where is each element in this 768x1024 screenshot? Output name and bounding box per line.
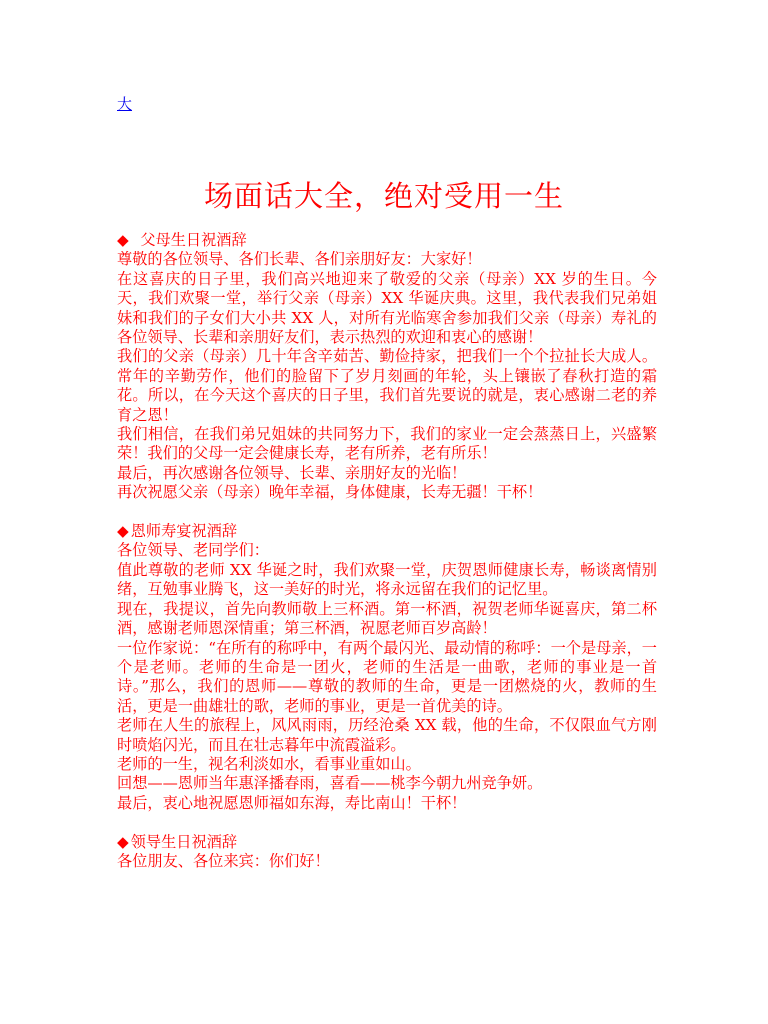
paragraph: 最后，衷心地祝愿恩师福如东海，寿比南山！干杯！	[117, 793, 467, 812]
paragraph: 我们的父亲（母亲）几十年含辛茹苦、勤俭持家，把我们一个个拉扯长大成人。常年的辛勤劳作，他们的脸留下了岁月刻画的年轮，头上镶嵌了春秋打造的霜花。所以，在今天这个喜庆的日子里，我们首先要说的就是，衷心感谢二老的养育之恩！	[117, 347, 657, 424]
section-heading	[117, 231, 657, 250]
paragraph: 各位领导、老同学们：	[117, 541, 269, 560]
paragraph: 一位作家说：“在所有的称呼中，有两个最闪光、最动情的称呼：一个是母亲，一个是老师。老师的生命是一团火，老师的生活是一曲歌，老师的事业是一首诗。”那么，我们的恩师——尊敬的教师的生命，更是一团燃烧的火，教师的生活，更是一曲雄壮的歌，老师的事业，更是一首优美的诗。	[117, 638, 657, 715]
section-parents-birthday	[117, 231, 657, 503]
paragraph: 老师在人生的旅程上，风风雨雨，历经沧桑 XX 载，他的生命，不仅限血气方刚时喷焰闪光，而且在壮志暮年中流霞溢彩。	[117, 716, 657, 754]
paragraph: 最后，再次感谢各位领导、长辈、亲朋好友的光临！	[117, 463, 467, 482]
section-leader-birthday	[117, 833, 657, 872]
paragraph: 各位朋友、各位来宾：你们好！	[117, 851, 330, 870]
paragraph: 在这喜庆的日子里，我们高兴地迎来了敬爱的父亲（母亲）XX 岁的生日。今天，我们欢聚一堂，举行父亲（母亲）XX 华诞庆典。这里，我代表我们兄弟姐妹和我们的子女们大小共 XX 人，对所有光临寒舍参加我们父亲（母亲）寿礼的各位领导、长辈和亲朋好友们，表示热烈的欢迎和衷心的感谢！	[117, 269, 657, 347]
section-heading	[117, 833, 657, 852]
section-heading-text: 父母生日祝酒辞	[130, 231, 247, 249]
paragraph: 回想——恩师当年惠泽播春雨，喜看——桃李今朝九州竞争妍。	[117, 774, 543, 793]
section-heading-text: 领导生日祝酒辞	[130, 832, 237, 851]
top-link[interactable]: 大	[117, 95, 133, 113]
paragraph: 值此尊敬的老师 XX 华诞之时，我们欢聚一堂，庆贺恩师健康长寿，畅谈离情别绪，互勉事业腾飞，这一美好的时光，将永远留在我们的记忆里。	[117, 560, 657, 599]
section-teacher-birthday	[117, 522, 657, 813]
document-body	[117, 231, 657, 871]
paragraph: 老师的一生，视名利淡如水，看事业重如山。	[117, 754, 421, 773]
section-heading	[117, 522, 657, 541]
document-title: 场面话大全，绝对受用一生	[203, 179, 564, 213]
diamond-bullet-icon: ◆	[117, 522, 129, 541]
diamond-bullet-icon: ◆	[117, 231, 129, 249]
section-heading-text: 恩师寿宴祝酒辞	[130, 522, 237, 541]
paragraph: 我们相信，在我们弟兄姐妹的共同努力下，我们的家业一定会蒸蒸日上，兴盛繁荣！我们的父母一定会健康长寿，老有所养，老有所乐！	[117, 425, 657, 463]
paragraph: 现在，我提议，首先向教师敬上三杯酒。第一杯酒，祝贺老师华诞喜庆，第二杯酒，感谢老师恩深情重；第三杯酒，祝愿老师百岁高龄！	[117, 599, 657, 638]
diamond-bullet-icon: ◆	[117, 832, 129, 851]
paragraph: 尊敬的各位领导、各们长辈、各们亲朋好友：大家好！	[117, 250, 482, 269]
paragraph: 再次祝愿父亲（母亲）晚年幸福，身体健康，长寿无疆！干杯！	[117, 483, 543, 502]
